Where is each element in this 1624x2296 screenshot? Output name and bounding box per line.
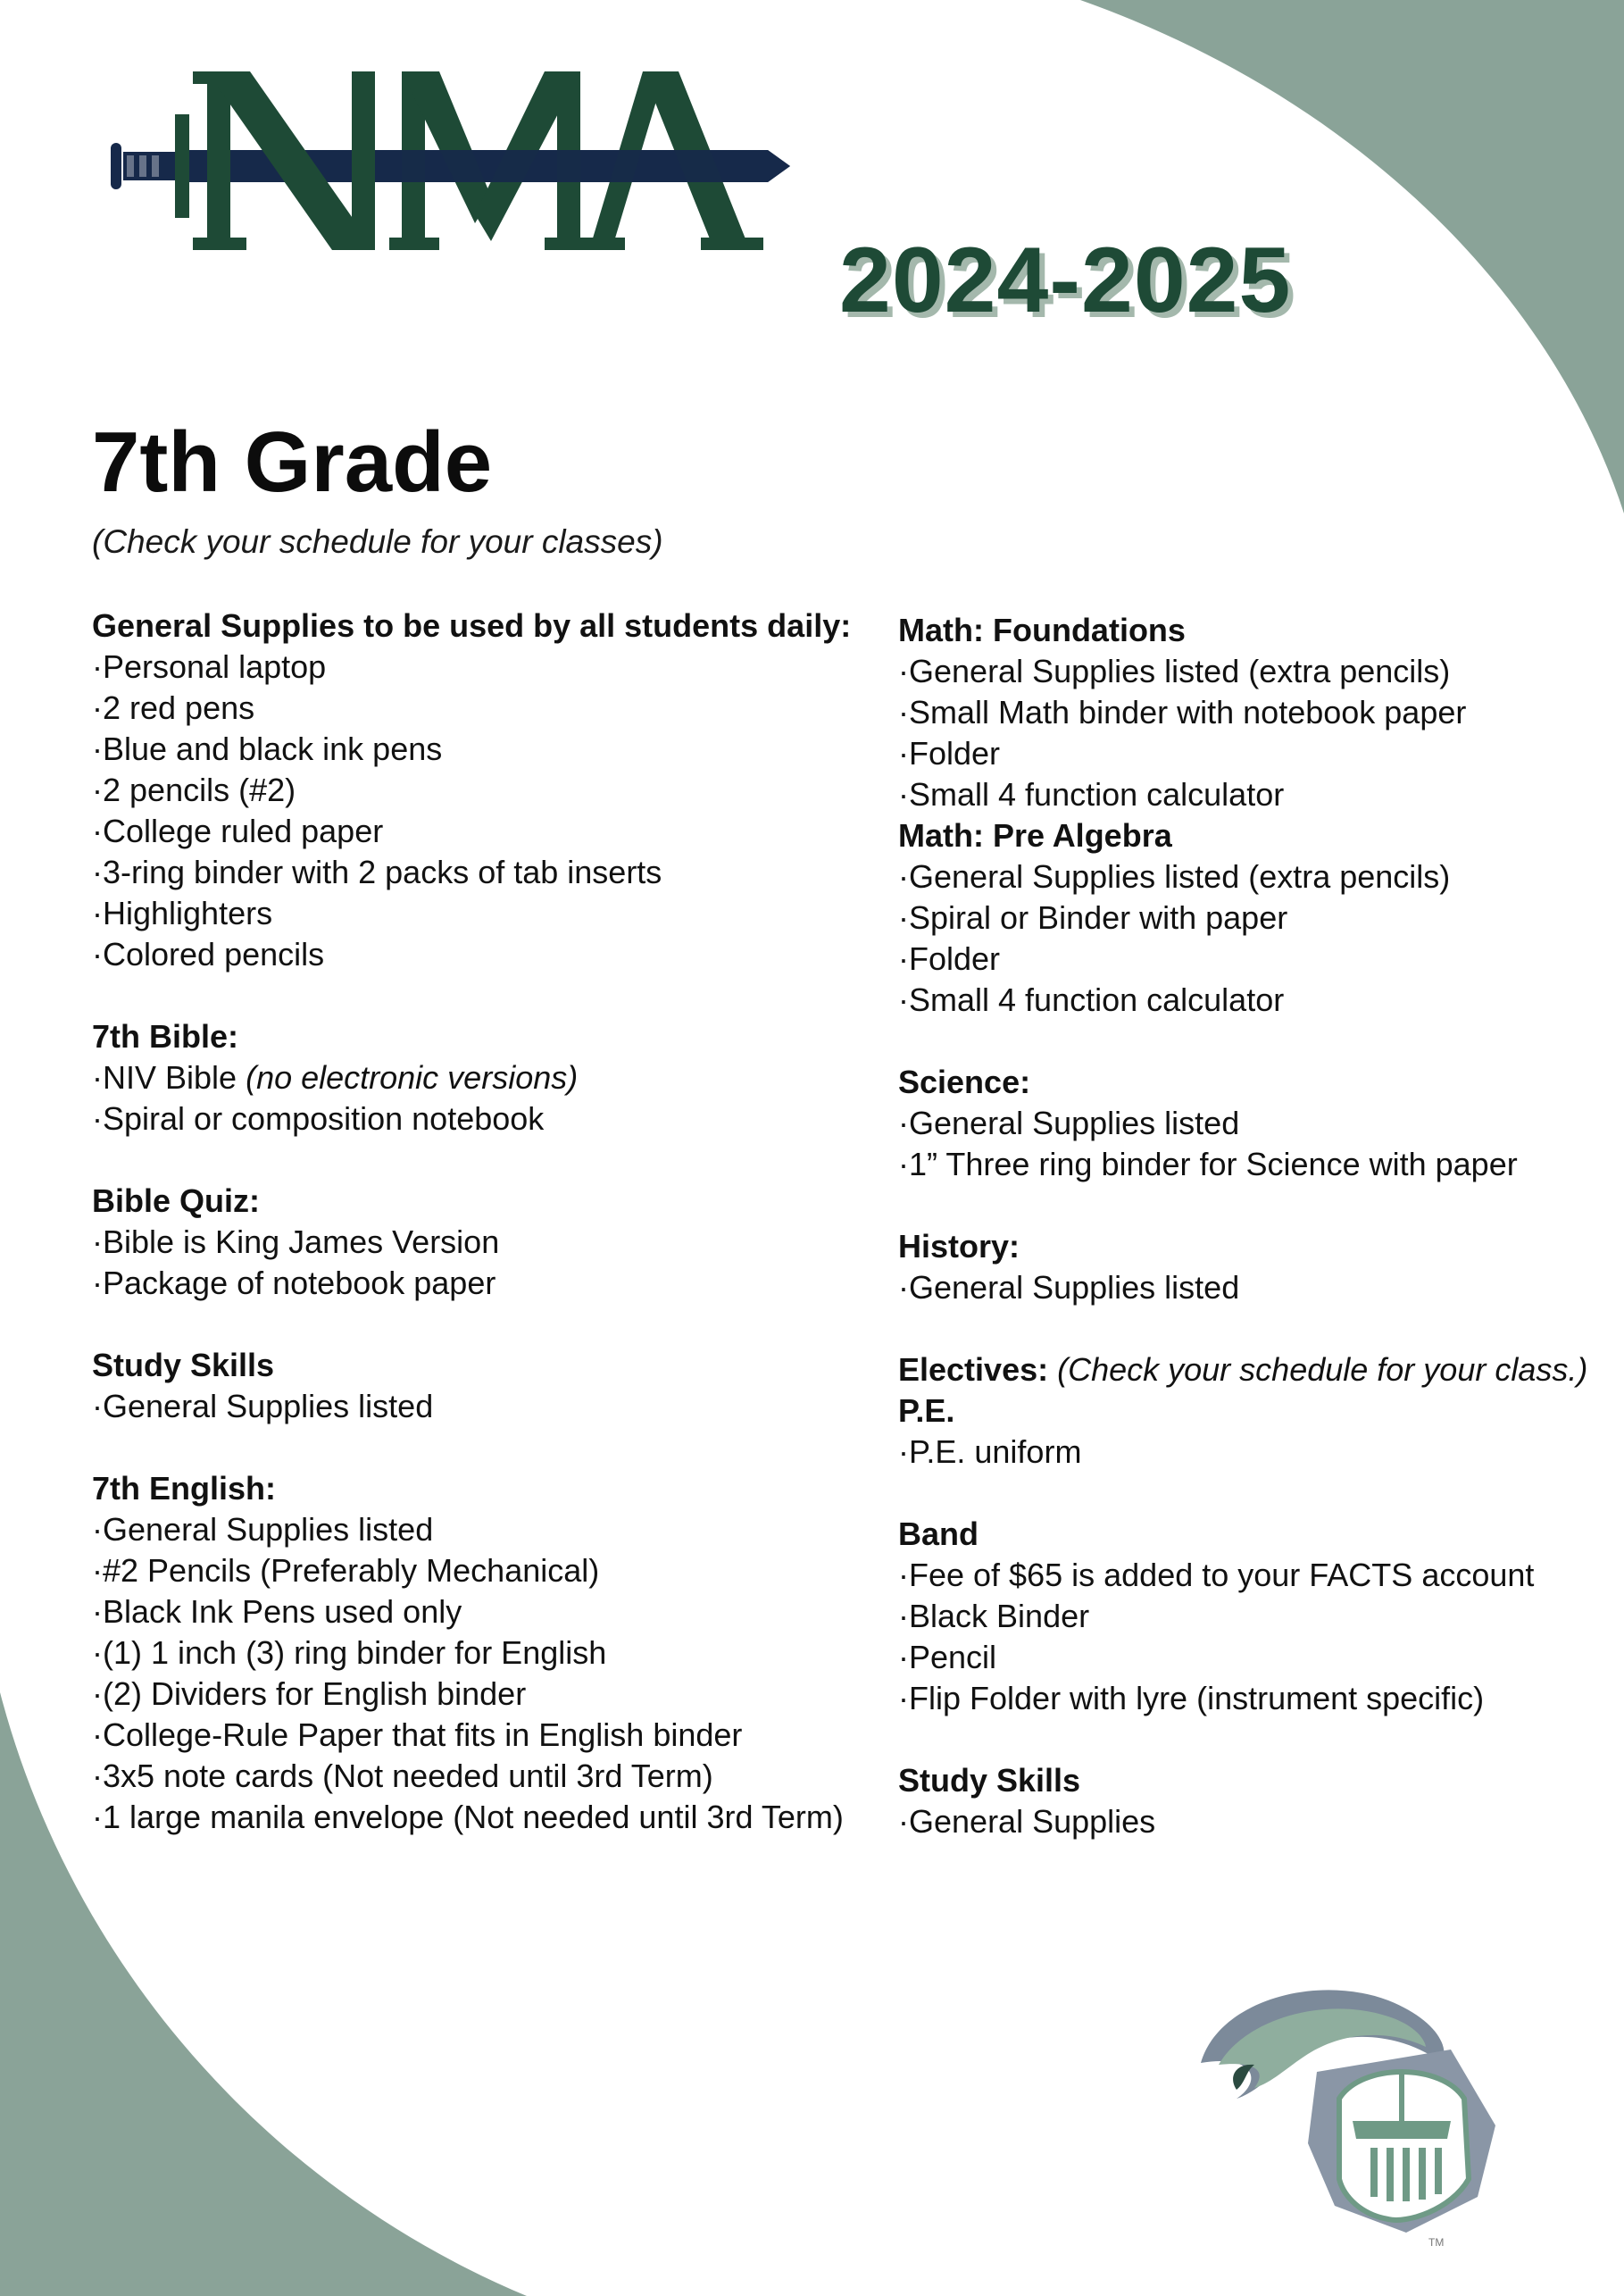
list-item: · Black Ink Pens used only	[92, 1591, 895, 1632]
list-item: · General Supplies listed	[92, 1386, 895, 1427]
school-year: 2024-2025	[839, 229, 1292, 332]
list-item: · #2 Pencils (Preferably Mechanical)	[92, 1550, 895, 1591]
section-study-skills	[92, 1345, 895, 1427]
list-item: · Small 4 function calculator	[898, 980, 1612, 1021]
section-study-skills-right	[898, 1760, 1612, 1842]
sword-guard	[175, 114, 189, 218]
section-7th-bible	[92, 1016, 895, 1140]
right-column	[898, 610, 1612, 1842]
section-bible-quiz	[92, 1181, 895, 1304]
list-item: · Small 4 function calculator	[898, 774, 1612, 815]
section-math-pre-algebra	[898, 815, 1612, 1021]
list-item: · General Supplies listed	[898, 1267, 1612, 1308]
list-item: · Small Math binder with notebook paper	[898, 692, 1612, 733]
list-item: · 2 pencils (#2)	[92, 770, 895, 811]
item-text: NIV Bible	[103, 1059, 246, 1096]
section-heading: Bible Quiz:	[92, 1182, 260, 1219]
subtitle: (Check your schedule for your classes)	[92, 523, 663, 560]
electives-note: (Check your schedule for your class.)	[1048, 1351, 1588, 1388]
knight-mascot-logo	[1183, 1965, 1522, 2250]
list-item: · Folder	[898, 733, 1612, 774]
section-heading: Science:	[898, 1064, 1031, 1100]
list-item: · P.E. uniform	[898, 1432, 1612, 1473]
section-7th-english	[92, 1468, 895, 1838]
section-heading: General Supplies to be used by all students daily:	[92, 607, 852, 644]
list-item: · Package of notebook paper	[92, 1263, 895, 1304]
page-title: 7th Grade	[92, 414, 493, 510]
list-item: · Spiral or composition notebook	[92, 1098, 895, 1140]
list-item: · 1” Three ring binder for Science with paper	[898, 1144, 1612, 1185]
nma-logo	[107, 63, 804, 268]
section-heading	[898, 1349, 1612, 1390]
trademark-mark: TM	[1428, 2236, 1445, 2249]
list-item: · General Supplies listed (extra pencils)	[898, 651, 1612, 692]
list-item: · General Supplies	[898, 1801, 1612, 1842]
list-item: · (2) Dividers for English binder	[92, 1674, 895, 1715]
list-item: · Highlighters	[92, 893, 895, 934]
list-item: · General Supplies listed (extra pencils)	[898, 856, 1612, 898]
list-item: · Pencil	[898, 1637, 1612, 1678]
section-general-supplies	[92, 605, 895, 975]
section-science	[898, 1062, 1612, 1185]
section-heading: Math: Foundations	[898, 612, 1186, 648]
list-item: · College-Rule Paper that fits in English binder	[92, 1715, 895, 1756]
section-heading: Math: Pre Algebra	[898, 817, 1172, 854]
electives-label: Electives:	[898, 1351, 1049, 1388]
section-math-foundations	[898, 610, 1612, 815]
section-heading: 7th English:	[92, 1470, 276, 1507]
list-item: · 3x5 note cards (Not needed until 3rd Term)	[92, 1756, 895, 1797]
item-note: (no electronic versions)	[246, 1059, 579, 1096]
left-column	[92, 605, 895, 1838]
list-item: · Fee of $65 is added to your FACTS account	[898, 1555, 1612, 1596]
section-heading: Band	[898, 1515, 979, 1552]
section-heading: P.E.	[898, 1392, 955, 1429]
list-item: · General Supplies listed	[898, 1103, 1612, 1144]
section-pe	[898, 1390, 1612, 1473]
section-band	[898, 1514, 1612, 1719]
list-item: · Colored pencils	[92, 934, 895, 975]
section-heading: 7th Bible:	[92, 1018, 239, 1055]
list-item: · Bible is King James Version	[92, 1222, 895, 1263]
list-item: · Black Binder	[898, 1596, 1612, 1637]
list-item: · 1 large manila envelope (Not needed until 3rd Term)	[92, 1797, 895, 1838]
list-item: · Flip Folder with lyre (instrument specific)	[898, 1678, 1612, 1719]
section-heading: History:	[898, 1228, 1020, 1265]
list-item	[92, 1057, 895, 1098]
list-item: · (1) 1 inch (3) ring binder for English	[92, 1632, 895, 1674]
list-item: · General Supplies listed	[92, 1509, 895, 1550]
list-item: · Spiral or Binder with paper	[898, 898, 1612, 939]
section-electives	[898, 1349, 1612, 1390]
section-history	[898, 1226, 1612, 1308]
sword-pommel	[111, 143, 121, 189]
list-item: · 3-ring binder with 2 packs of tab inserts	[92, 852, 895, 893]
section-heading: Study Skills	[898, 1762, 1081, 1799]
section-heading: Study Skills	[92, 1347, 275, 1383]
list-item: · Blue and black ink pens	[92, 729, 895, 770]
list-item: · 2 red pens	[92, 688, 895, 729]
list-item: · Personal laptop	[92, 647, 895, 688]
list-item: · Folder	[898, 939, 1612, 980]
list-item: · College ruled paper	[92, 811, 895, 852]
